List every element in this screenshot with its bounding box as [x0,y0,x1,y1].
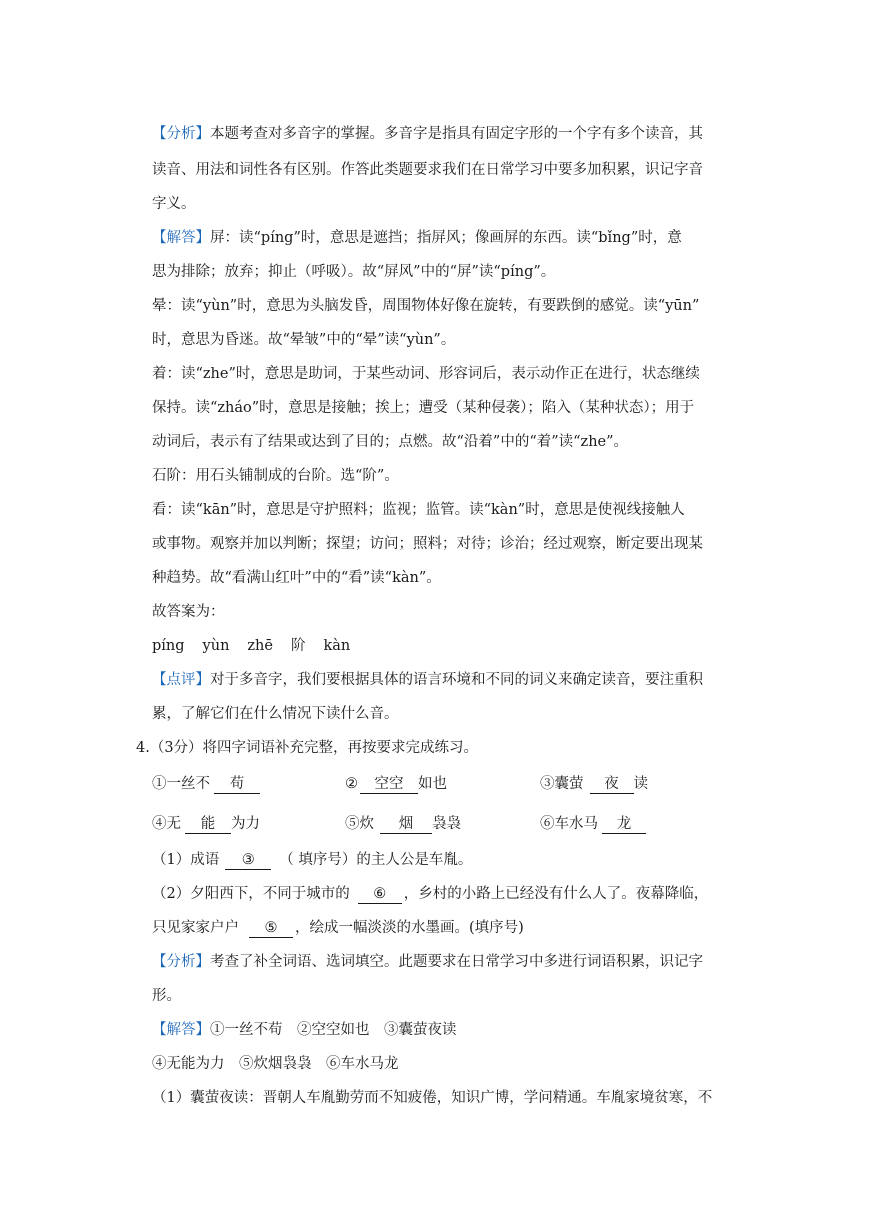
q3-answer-line: 石阶：用石头铺制成的台阶。选“阶”。 [152,468,399,484]
q4-answer-line: （1）囊萤夜读：晋朝人车胤勤劳而不知疲倦，知识广博，学问精通。车胤家境贫寒，不 [152,1090,713,1106]
q4-analysis-line-2: 形。 [152,988,181,1004]
q4-analysis-line-1: 【分析】考查了补全词语、选词填空。此题要求在日常学习中多进行词语积累，识记字 [152,954,703,970]
q4-answer-line: ④无能为力 ⑤炊烟袅袅 ⑥车水马龙 [152,1056,399,1072]
q3-analysis-line-3: 字义。 [152,196,196,212]
final-answer: zhē [247,638,273,654]
q3-answer-line: 保持。读“zháo”时，意思是接触；挨上；遭受（某种侵袭）；陷入（某种状态）；用于 [152,400,695,416]
analysis-tag: 【分析】 [152,126,210,142]
idiom-item-3: ③囊萤 夜 读 [540,776,648,792]
idiom-blank: 龙 [602,816,646,834]
idiom-item-4: ④无 能 为力 [152,816,260,832]
q4-sub2-cont: 只见家家户户 ⑤ ，绘成一幅淡淡的水墨画。(填序号) [152,920,524,936]
idiom-blank: 能 [185,816,231,834]
q4-sub1: （1）成语 ③ （ 填序号）的主人公是车胤。 [152,852,473,868]
q3-answer-line: 或事物。观察并加以判断；探望；访问；照料；对待；诊治；经过观察，断定要出现某 [152,536,703,552]
final-answer: yùn [202,638,230,654]
analysis-tag: 【分析】 [152,954,210,970]
q3-answer-line: 着：读“zhe”时，意思是助词，于某些动词、形容词后，表示动作正在进行，状态继续 [152,366,700,382]
q4-sub2: （2）夕阳西下，不同于城市的 ⑥ ，乡村的小路上已经没有什么人了。夜幕降临， [152,886,709,902]
q3-answer-line: 看：读“kān”时，意思是守护照料；监视；监管。读“kàn”时，意思是使视线接触人 [152,502,685,518]
q3-analysis-line-2: 读音、用法和词性各有区别。作答此类题要求我们在日常学习中要多加积累，识记字音 [152,162,703,178]
q3-answer-line: 时，意思为昏迷。故“晕皱”中的“晕”读“yùn”。 [152,332,456,348]
q3-comment-line-1: 【点评】对于多音字，我们要根据具体的语言环境和不同的词义来确定读音，要注重积 [152,672,703,688]
idiom-blank: 苟 [214,776,260,794]
answer-tag: 【解答】 [152,1022,210,1038]
q3-final-answers [152,636,752,656]
q3-answer-line: 思为排除；放弃；抑止（呼吸）。故“屏风”中的“屏”读“píng”。 [152,264,556,280]
sub2-blank: ⑥ [358,886,402,904]
q3-answer-line: 故答案为： [152,604,225,620]
q3-comment-line-2: 累，了解它们在什么情况下读什么音。 [152,706,399,722]
idiom-blank: 空空 [360,776,418,794]
sub2b-blank: ⑤ [249,920,293,938]
idiom-item-1: ①一丝不 苟 [152,774,260,794]
idiom-blank: 烟 [380,816,432,834]
comment-tag: 【点评】 [152,672,210,688]
final-answer: 阶 [290,638,306,654]
final-answer: kàn [323,638,351,654]
idiom-item-6: ⑥车水马 龙 [540,814,646,834]
final-answer: píng [152,638,185,654]
q4-stem: 4.（3分）将四字词语补充完整，再按要求完成练习。 [136,740,479,756]
idiom-blank: 夜 [590,776,634,794]
q3-answer-line-1: 【解答】屏：读“píng”时，意思是遮挡；指屏风；像画屏的东西。读“bǐng”时，意 [152,230,682,246]
q3-analysis-line-1: 【分析】本题考查对多音字的掌握。多音字是指具有固定字形的一个字有多个读音，其 [152,126,703,142]
q3-answer-line: 种趋势。故“看满山红叶”中的“看”读“kàn”。 [152,570,441,586]
sub1-blank: ③ [225,852,271,870]
q3-answer-line: 晕：读“yùn”时，意思为头脑发昏，周围物体好像在旋转，有要跌倒的感觉。读“yūn” [152,298,700,314]
q3-answer-line: 动词后，表示有了结果或达到了目的；点燃。故“沿着”中的“着”读“zhe”。 [152,434,629,450]
idiom-item-2: ② 空空 如也 [345,776,447,792]
answer-tag: 【解答】 [152,230,210,246]
q4-answer-line-1: 【解答】①一丝不苟 ②空空如也 ③囊萤夜读 [152,1022,457,1038]
idiom-item-5: ⑤炊 烟 袅袅 [345,816,461,832]
